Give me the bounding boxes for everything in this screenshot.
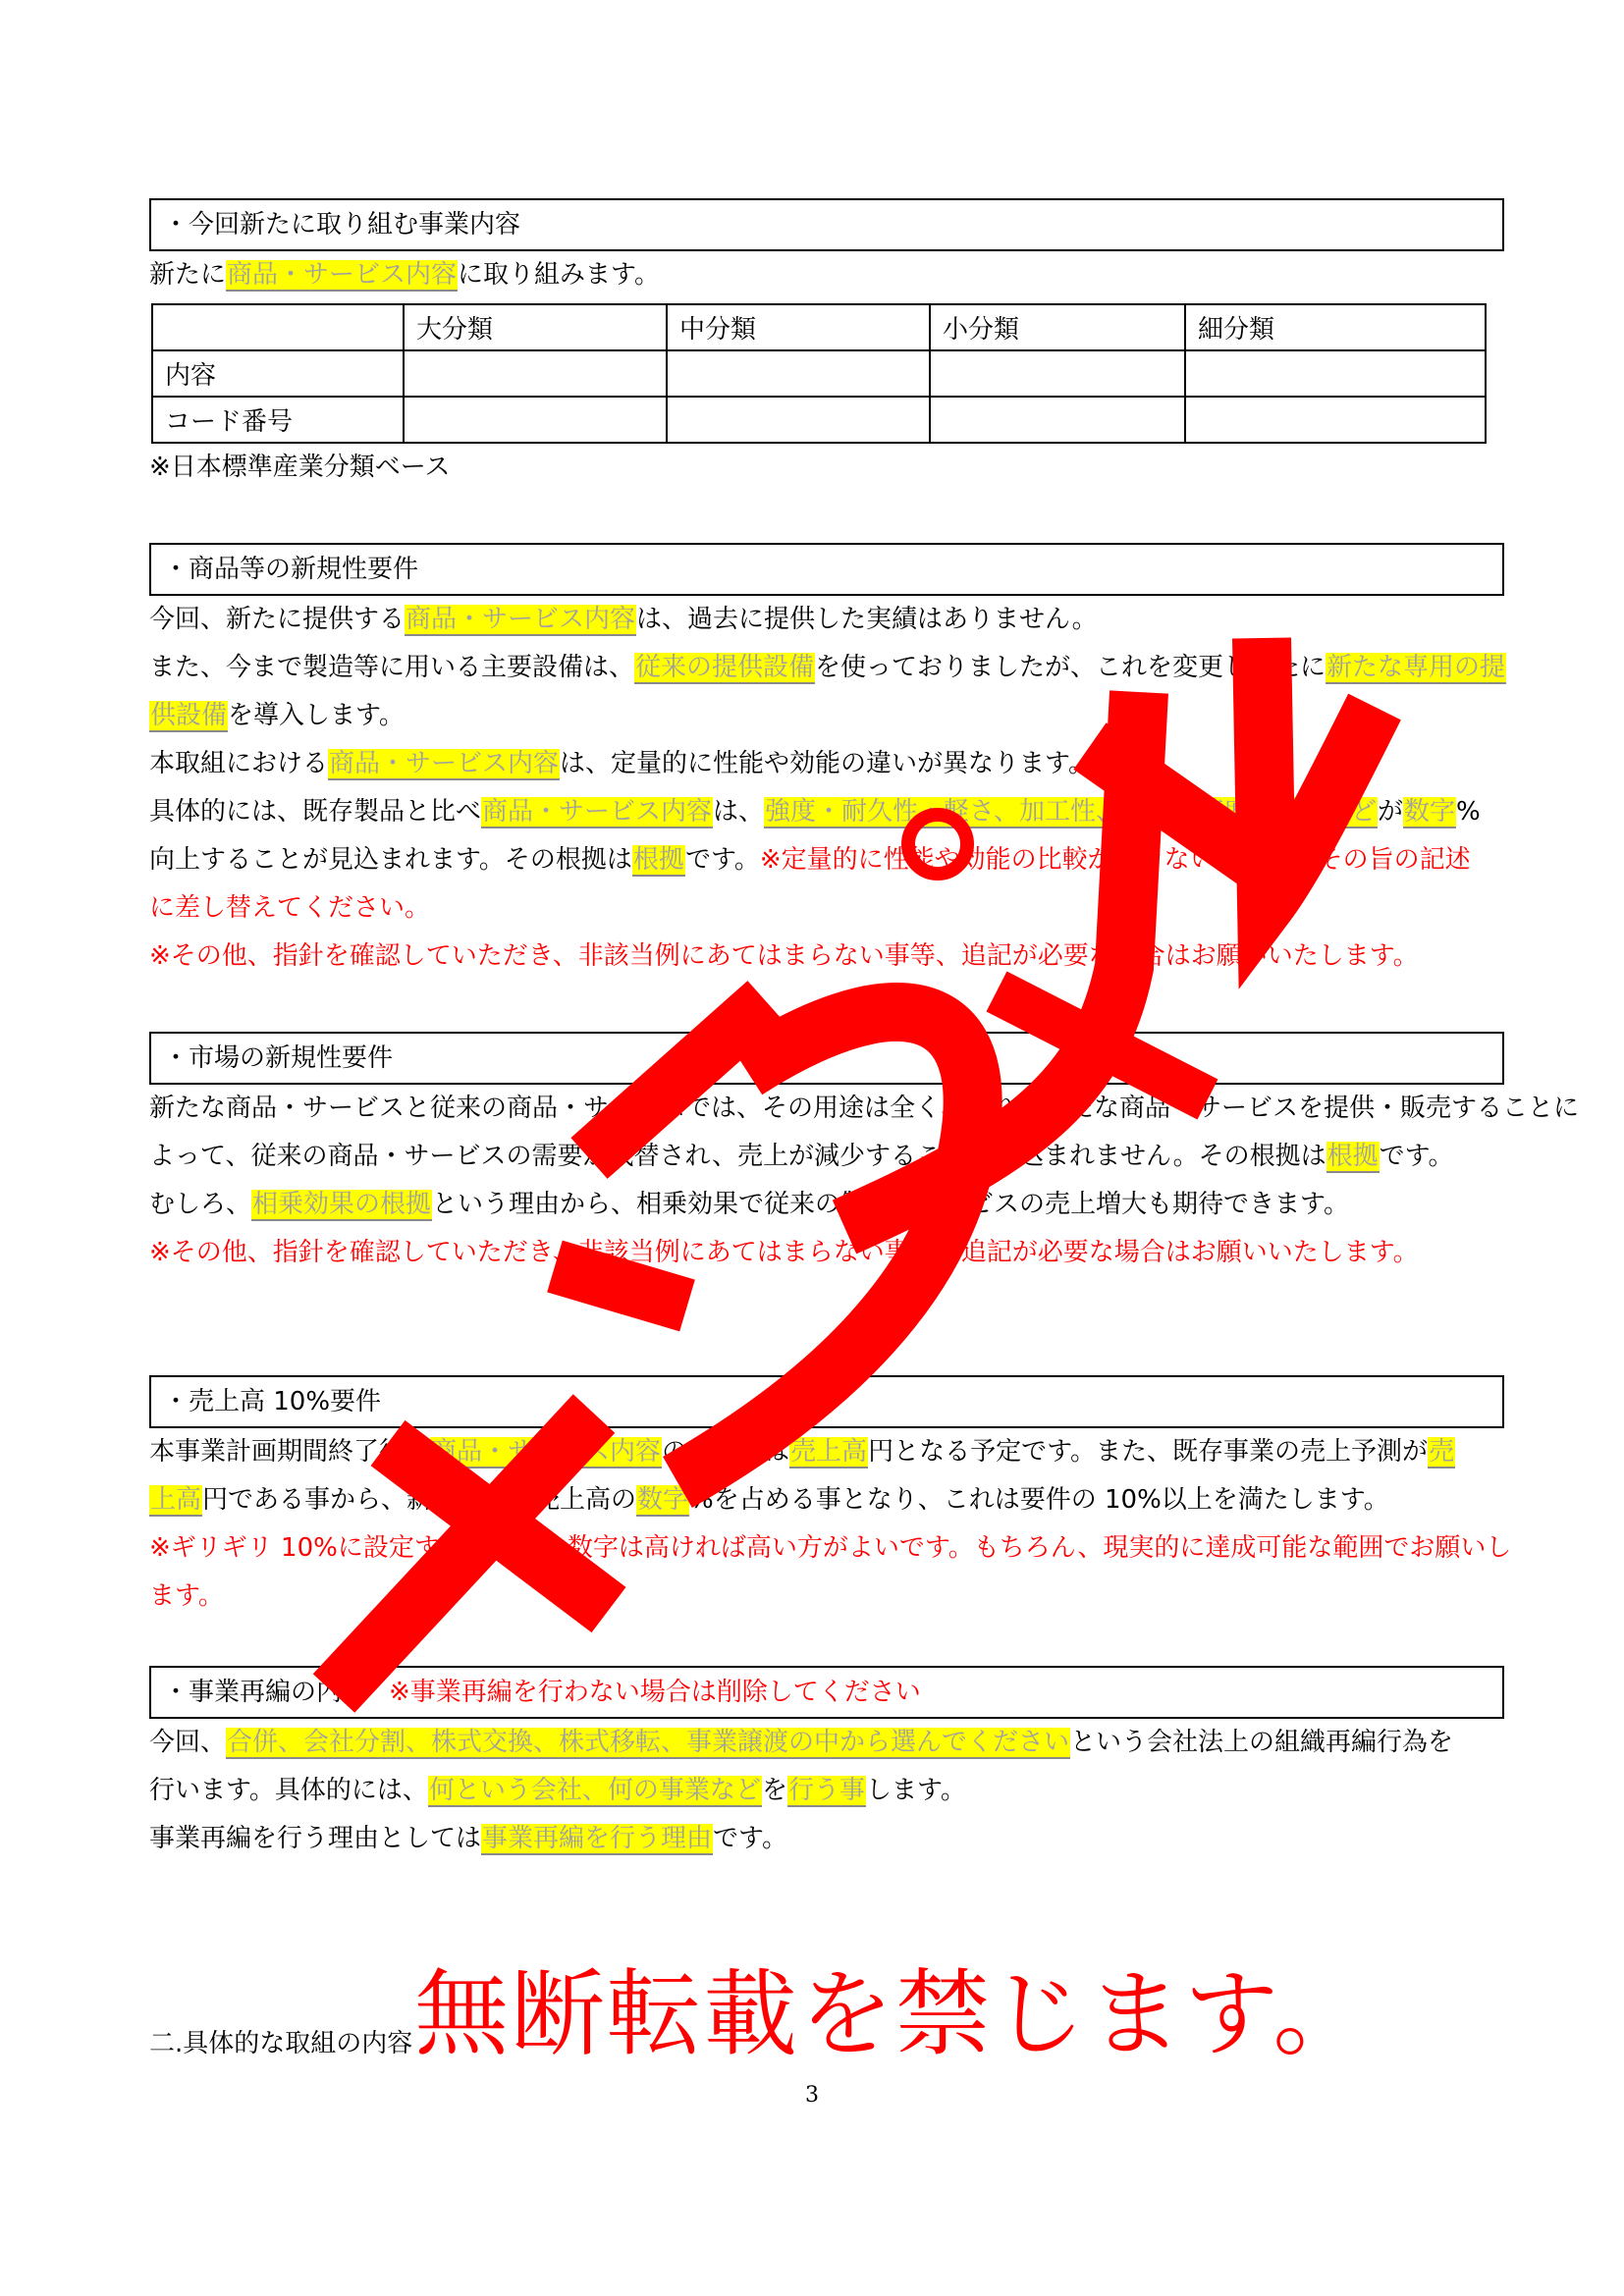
placeholder-highlight: 商品・サービス内容 xyxy=(329,749,560,778)
instruction-note: ます。 xyxy=(149,1581,224,1611)
table-cell xyxy=(667,397,930,443)
table-cell xyxy=(930,350,1185,397)
placeholder-highlight: 事業再編を行う理由 xyxy=(482,1824,713,1853)
placeholder-highlight: 強度・耐久性・軽さ、加工性、制度・速度、容量など xyxy=(765,797,1378,827)
placeholder-highlight: 合併、会社分割、株式交換、株式移転、事業譲渡の中から選んでください xyxy=(227,1728,1070,1757)
placeholder-highlight: 商品・サービス内容 xyxy=(482,797,713,827)
table-header-cell: 中分類 xyxy=(667,304,930,350)
table-cell xyxy=(667,350,930,397)
heading-text: ・事業再編の内容 xyxy=(163,1678,368,1707)
section-heading-market-novelty xyxy=(149,1032,1504,1085)
paragraph-line: 今回、合併、会社分割、株式交換、株式移転、事業譲渡の中から選んでくださいという会社法上の組織再編行為を xyxy=(149,1728,1454,1757)
section-heading-business-restructuring xyxy=(149,1666,1504,1719)
section-heading-business-content xyxy=(149,198,1504,251)
placeholder-highlight: 行う事 xyxy=(787,1776,865,1805)
industry-classification-table xyxy=(151,303,1487,444)
placeholder-highlight: 上高 xyxy=(150,1485,202,1515)
placeholder-highlight: 商品・サービス内容 xyxy=(431,1437,662,1467)
copyright-notice: 無断転載を禁じます。 xyxy=(414,1959,1370,2069)
table-header-row xyxy=(152,304,1486,350)
placeholder-highlight: 従来の提供設備 xyxy=(635,653,815,682)
heading-text: ・売上高 10%要件 xyxy=(163,1387,382,1416)
instruction-note: ※ギリギリ 10%に設定するよりも、数字は高ければ高い方がよいです。もちろん、現実的に達成可能な範囲でお願いし xyxy=(149,1533,1512,1563)
table-row xyxy=(152,397,1486,443)
paragraph-line: 本取組における商品・サービス内容は、定量的に性能や効能の違いが異なります。 xyxy=(149,749,1094,778)
placeholder-highlight: 根拠 xyxy=(1326,1142,1379,1171)
next-section-heading: 二.具体的な取組の内容 xyxy=(149,2029,413,2058)
paragraph-line: 今回、新たに提供する商品・サービス内容は、過去に提供した実績はありません。 xyxy=(149,605,1098,634)
document-content xyxy=(149,198,1580,1863)
paragraph-line: 具体的には、既存製品と比べ商品・サービス内容は、強度・耐久性・軽さ、加工性、制度・速度、容量などが数字% xyxy=(149,797,1481,827)
heading-text: ・市場の新規性要件 xyxy=(163,1043,394,1073)
placeholder-highlight: 数字 xyxy=(1404,797,1456,827)
table-header-cell xyxy=(152,304,404,350)
table-header-cell: 細分類 xyxy=(1185,304,1486,350)
table-footnote: ※日本標準産業分類ベース xyxy=(149,453,451,482)
placeholder-highlight: 売上高 xyxy=(790,1437,868,1467)
placeholder-highlight: 新たな専用の提 xyxy=(1326,653,1506,682)
placeholder-highlight: 根拠 xyxy=(632,845,684,875)
table-row-label: コード番号 xyxy=(152,397,404,443)
table-cell xyxy=(930,397,1185,443)
section-heading-sales-requirement xyxy=(149,1375,1504,1428)
placeholder-highlight: 商品・サービス内容 xyxy=(227,260,458,290)
instruction-note: に差し替えてください。 xyxy=(149,893,431,923)
paragraph-line: また、今まで製造等に用いる主要設備は、従来の提供設備を使っておりましたが、これを変更し新たに新たな専用の提 xyxy=(149,653,1506,682)
table-cell xyxy=(404,350,667,397)
paragraph-line: 供設備を導入します。 xyxy=(150,701,405,730)
table-header-cell: 小分類 xyxy=(930,304,1185,350)
placeholder-highlight: 相乗効果の根拠 xyxy=(252,1190,432,1219)
table-cell xyxy=(1185,350,1486,397)
table-row xyxy=(152,350,1486,397)
paragraph-line: 行います。具体的には、何という会社、何の事業などを行う事します。 xyxy=(149,1776,966,1805)
placeholder-highlight: 数字 xyxy=(637,1485,689,1515)
table-row-label: 内容 xyxy=(152,350,404,397)
paragraph-line: 向上することが見込まれます。その根拠は根拠です。※定量的に性能や効能の比較ができない場合は、その旨の記述 xyxy=(149,845,1471,875)
instruction-note: ※その他、指針を確認していただき、非該当例にあてはまらない事等、追記が必要な場合はお願いいたします。 xyxy=(149,1238,1419,1267)
table-cell xyxy=(404,397,667,443)
placeholder-highlight: 商品・サービス内容 xyxy=(406,605,636,634)
instruction-note: ※その他、指針を確認していただき、非該当例にあてはまらない事等、追記が必要な場合はお願いいたします。 xyxy=(149,941,1419,971)
placeholder-highlight: 売 xyxy=(1428,1437,1454,1467)
paragraph-line: 上高円である事から、新事業は総売上高の数字%を占める事となり、これは要件の 10%以上を満たします。 xyxy=(150,1485,1389,1515)
paragraph-line: むしろ、相乗効果の根拠という理由から、相乗効果で従来の製品・サービスの売上増大も期待できます。 xyxy=(149,1190,1349,1219)
heading-instruction-note: ※事業再編を行わない場合は削除してください xyxy=(389,1678,921,1707)
table-header-cell: 大分類 xyxy=(404,304,667,350)
page-number: 3 xyxy=(805,2083,819,2108)
heading-text: ・今回新たに取り組む事業内容 xyxy=(163,210,521,240)
paragraph-line: 新たに商品・サービス内容に取り組みます。 xyxy=(149,260,660,290)
placeholder-highlight: 供設備 xyxy=(150,701,228,730)
paragraph-line: 本事業計画期間終了後、商品・サービス内容の売上高は売上高円となる予定です。また、既存事業の売上予測が売 xyxy=(149,1437,1454,1467)
table-cell xyxy=(1185,397,1486,443)
paragraph-line: よって、従来の商品・サービスの需要が代替され、売上が減少することは見込まれません。その根拠は根拠です。 xyxy=(149,1142,1454,1171)
paragraph-line: 事業再編を行う理由としては事業再編を行う理由です。 xyxy=(149,1824,787,1853)
paragraph-line: 新たな商品・サービスと従来の商品・サービスでは、その用途は全く異なり、新たな商品・サービスを提供・販売することに xyxy=(149,1094,1580,1123)
heading-text: ・商品等の新規性要件 xyxy=(163,555,419,584)
instruction-note: ※定量的に性能や効能の比較ができない場合は、その旨の記述 xyxy=(759,845,1471,875)
section-heading-product-novelty xyxy=(149,543,1504,596)
placeholder-highlight: 何という会社、何の事業など xyxy=(428,1776,761,1805)
